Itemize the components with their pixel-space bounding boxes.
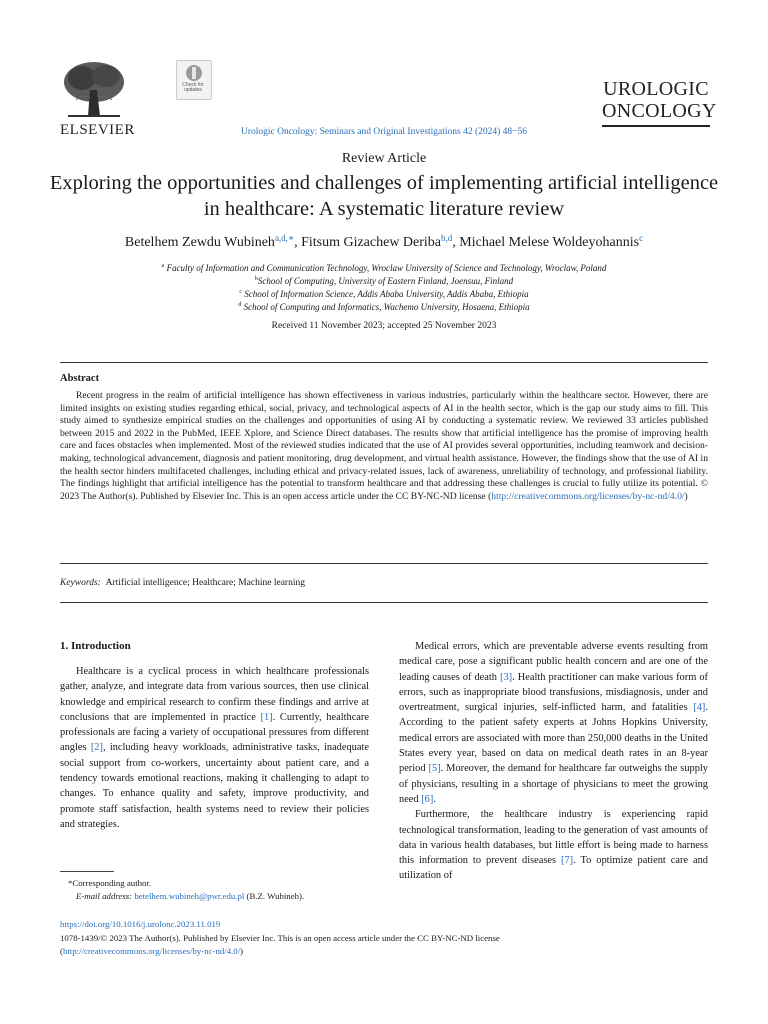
abstract-text: Recent progress in the realm of artificial intelligence has shown effectiveness in various industries, particularly within the healthcare sector. However, there are limited insights on existing studies regarding ethical, social, privacy, and technological aspects of AI in the health sector, which is the gap our study aims to fill. This study aimed to synthesize empirical studies on the challenges and opportunities of using AI by conducting a systematic review. We reviewed 33 articles published between 2015 and 2022 in the PubMed, IEEE Xplore, and Science Direct databases. The results show that artificial intelligence has the promise of improving health care and faces obstacles when implemented. Most of the reviewed studies indicated that the use of AI provides several opportunities, including teamwork and decision-making, technological advancement, diagnosis and patient monitoring, drug development, and virtual health assistance. However, the findings show that the use of AI in the health sector hinders multifaceted challenges, including ethical and privacy-related issues, lack of awareness, unreliability of technology, and professional liability. The findings highlight that artificial intelligence has the potential to transform healthcare and that addressing these challenges is crucial to fully utilize its potential. © 2023 The Author(s). Published by Elsevier Inc. This is an open access article under the CC BY-NC-ND license ( bbox=[60, 390, 708, 502]
author-name: Fitsum Gizachew Deriba bbox=[301, 235, 442, 250]
affiliation bbox=[0, 263, 768, 273]
citation-ref[interactable]: [7] bbox=[561, 855, 574, 867]
affiliation-text: School of Computing and Informatics, Wachemo University, Hosaena, Ethiopia bbox=[243, 302, 530, 312]
paragraph-text: Medical errors, which are preventable adverse events resulting from medical care, pose a significant public health concern and are one of the leading causes of death bbox=[399, 641, 708, 683]
license-line bbox=[60, 946, 243, 956]
email-suffix: (B.Z. Wubineh). bbox=[244, 891, 305, 901]
journal-link[interactable]: Urologic Oncology: Seminars and Original Investigations 42 (2024) 48−56 bbox=[240, 127, 528, 137]
check-for-updates-label: Check for updates bbox=[182, 82, 204, 93]
license-open-paren: ( bbox=[60, 946, 63, 956]
keywords-text: Artificial intelligence; Healthcare; Machine learning bbox=[105, 578, 305, 588]
paragraph-text: Furthermore, the healthcare industry is experiencing rapid technological transformation, leading to the generation of vast amounts of data in various health databases, but little effort is being made to harness this information to prevent diseases bbox=[399, 809, 708, 867]
email-note bbox=[60, 891, 385, 901]
paragraph-text: . Currently, healthcare professionals are facing a variety of occupational pressures from different angles bbox=[60, 711, 369, 754]
footer-license-link[interactable]: http://creativecommons.org/licenses/by-nc-nd/4.0/ bbox=[62, 946, 241, 956]
keywords-label: Keywords: bbox=[60, 578, 101, 588]
affiliation-sup: b bbox=[254, 276, 258, 282]
paragraph bbox=[60, 664, 369, 832]
affiliation-text: Faculty of Information and Communication Technology, Wroclaw University of Science and Technology, Wroclaw, Poland bbox=[166, 263, 607, 273]
author-list bbox=[0, 235, 768, 251]
footnote-rule bbox=[60, 871, 114, 872]
abstract-top-rule bbox=[60, 362, 708, 363]
paragraph-text: . Moreover, the demand for healthcare far outweighs the supply of physicians, resulting in a shortage of physicians to meet the growing need bbox=[399, 763, 708, 805]
affiliation-text: School of Information Science, Addis Ababa University, Addis Ababa, Ethiopia bbox=[244, 289, 529, 299]
received-dates: Received 11 November 2023; accepted 25 November 2023 bbox=[271, 321, 497, 331]
check-for-updates-badge[interactable] bbox=[176, 60, 212, 100]
affiliation bbox=[0, 302, 768, 312]
author-name: Michael Melese Woldeyohannis bbox=[459, 235, 640, 250]
affiliation-sup: d bbox=[238, 302, 242, 308]
author-affil-sup[interactable]: b,d bbox=[441, 233, 453, 243]
affiliation-sup: c bbox=[239, 289, 243, 295]
article-type: Review Article bbox=[341, 151, 427, 166]
brand-line-2: ONCOLOGY bbox=[602, 100, 717, 122]
abstract-heading: Abstract bbox=[60, 373, 100, 384]
doi-link[interactable]: https://doi.org/10.1016/j.urolonc.2023.11.019 bbox=[60, 919, 221, 929]
section-heading-introduction: 1. Introduction bbox=[60, 640, 131, 652]
article-title: Exploring the opportunities and challenges of implementing artificial intelligence in healthcare: A systematic literature review bbox=[49, 172, 719, 220]
brand-underline bbox=[602, 125, 710, 127]
citation-ref[interactable]: [5] bbox=[428, 763, 441, 775]
affiliation bbox=[0, 289, 768, 299]
email-label: E-mail address: bbox=[76, 891, 133, 901]
abstract-close-paren: ) bbox=[684, 490, 688, 502]
affiliation-sup: a bbox=[161, 263, 165, 269]
author-separator: , bbox=[452, 235, 460, 250]
paragraph-text: . To optimize patient care and utilization of bbox=[399, 855, 708, 882]
issn-line: 1078-1439/© 2023 The Author(s). Published by Elsevier Inc. This is an open access article under the CC BY-NC-ND license bbox=[60, 933, 500, 943]
keywords-bottom-rule bbox=[60, 602, 708, 603]
body-column-left bbox=[60, 664, 369, 832]
citation-ref[interactable]: [3] bbox=[500, 671, 513, 683]
affiliation bbox=[0, 276, 768, 286]
author-affil-sup[interactable]: c bbox=[639, 233, 644, 243]
abstract-license-link[interactable]: http://creativecommons.org/licenses/by-nc-nd/4.0/ bbox=[491, 490, 685, 502]
journal-citation bbox=[0, 127, 768, 137]
publisher-name: ELSEVIER bbox=[60, 122, 135, 138]
journal-brand bbox=[602, 78, 717, 122]
author-separator: , bbox=[294, 235, 302, 250]
paragraph-text: Healthcare is a cyclical process in which healthcare professionals gather, analyze, and integrate data from various sources, then use clinical knowledge and empirical research to confirm these findings and arrive at conclusions that are implemented in practice bbox=[60, 666, 369, 723]
citation-ref[interactable]: [1] bbox=[260, 711, 273, 723]
doi-line bbox=[60, 919, 220, 929]
keywords bbox=[60, 578, 305, 588]
paragraph-text: , including heavy workloads, administrative tasks, inadequate social support from co-workers, uncertainty about patient care, and a tendency towards emotional reactions, making it challenging to adapt to changes. To enhance quality and safety, improve productivity, and promote staff satisfaction, health systems need to review their policies and strategies. bbox=[60, 742, 369, 830]
paragraph-text: . bbox=[433, 793, 436, 805]
abstract-body bbox=[60, 390, 708, 503]
citation-ref[interactable]: [4] bbox=[693, 702, 706, 714]
email-link[interactable]: betelhem.wubineh@pwr.edu.pl bbox=[134, 891, 245, 901]
corresponding-author-note: *Corresponding author. bbox=[68, 878, 152, 888]
citation-ref[interactable]: [6] bbox=[421, 793, 434, 805]
abstract-mid-rule bbox=[60, 563, 708, 564]
body-column-right bbox=[399, 639, 708, 884]
affiliation-text: School of Computing, University of Eastern Finland, Joensuu, Finland bbox=[257, 276, 514, 286]
paragraph-text: . Health practitioner can make various form of errors, such as inappropriate blood transfusions, misdiagnosis, under and overtreatment, surgical injuries, self-inflicted harm, and fatalities bbox=[399, 671, 708, 714]
author-name: Betelhem Zewdu Wubineh bbox=[124, 235, 275, 250]
citation-ref[interactable]: [2] bbox=[90, 742, 103, 754]
paragraph-text: . According to the patient safety experts at Johns Hopkins University, medical errors are associated with more than 250,000 deaths in the United States every year, based on data on medical death rates in an 8-year period bbox=[399, 702, 708, 775]
paragraph bbox=[399, 807, 708, 883]
author-affil-sup[interactable]: a,d,∗ bbox=[274, 233, 295, 243]
brand-line-1: UROLOGIC bbox=[603, 78, 709, 100]
license-close-paren: ) bbox=[240, 946, 244, 956]
paragraph bbox=[399, 639, 708, 807]
